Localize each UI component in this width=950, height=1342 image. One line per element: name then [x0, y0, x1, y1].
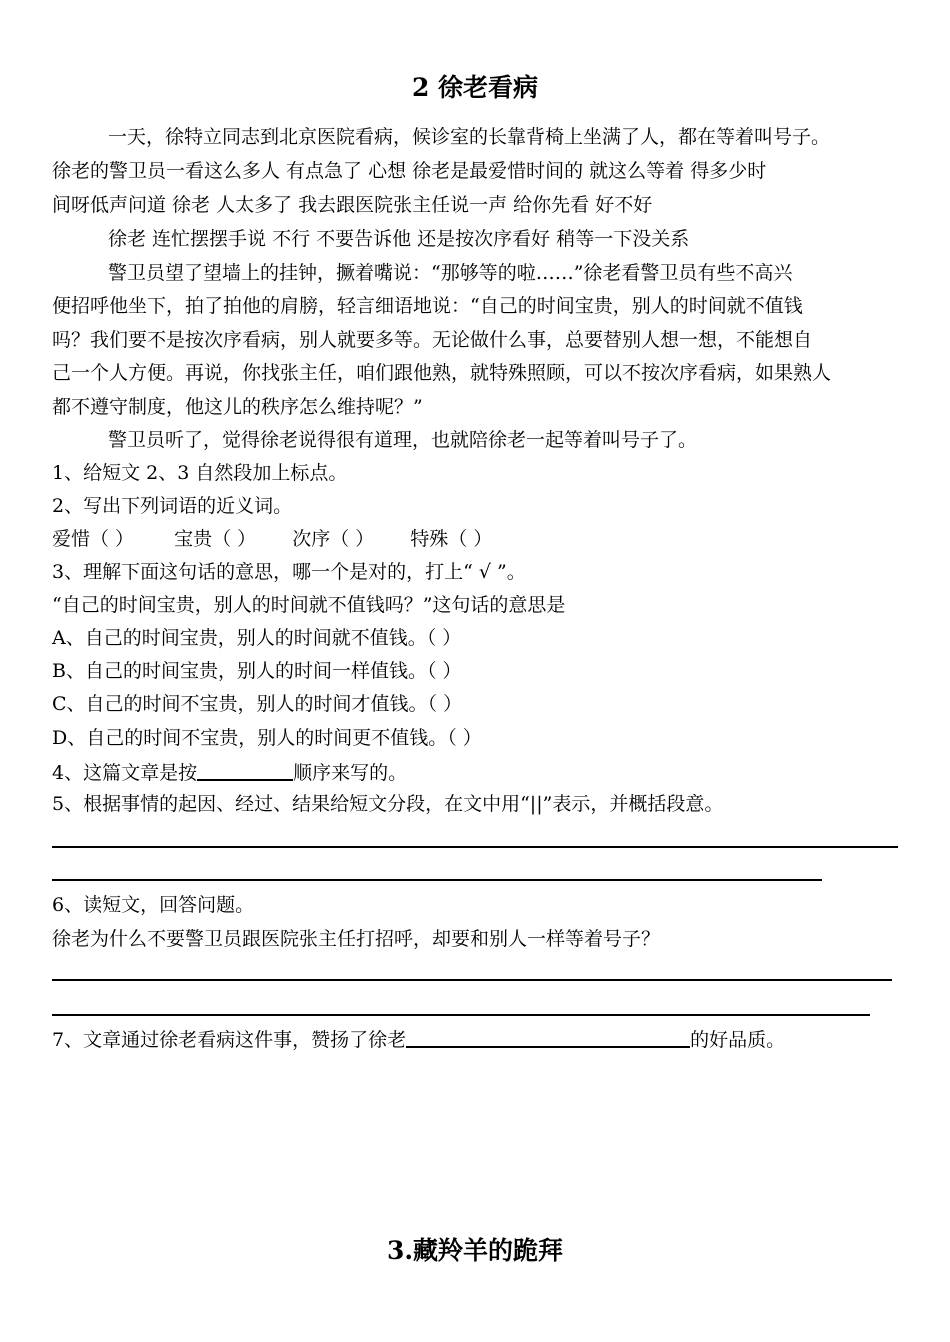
paragraph-line: 间呀低声问道 徐老 人太多了 我去跟医院张主任说一声 给你先看 好不好 [52, 194, 653, 216]
question-3-quote: “自己的时间宝贵，别人的时间就不值钱吗？”这句话的意思是 [52, 594, 566, 616]
question-5: 5、根据事情的起因、经过、结果给短文分段，在文中用“||”表示，并概括段意。 [52, 793, 724, 815]
paragraph-line: 便招呼他坐下，拍了拍他的肩膀，轻言细语地说：“自己的时间宝贵，别人的时间就不值钱 [52, 295, 803, 317]
question-1: 1、给短文 2、3 自然段加上标点。 [52, 462, 348, 484]
option-d: D、自己的时间不宝贵，别人的时间更不值钱。（ ） [52, 727, 482, 749]
synonym-item: 爱惜（ ） [52, 528, 135, 550]
synonym-item: 次序（ ） [292, 528, 375, 550]
answer-line[interactable] [52, 1014, 870, 1016]
answer-blank[interactable] [406, 1026, 690, 1048]
paragraph-line: 一天，徐特立同志到北京医院看病，候诊室的长靠背椅上坐满了人，都在等着叫号子。 [108, 126, 831, 148]
paragraph-line: 吗？我们要不是按次序看病，别人就要多等。无论做什么事，总要替别人想一想，不能想自 [52, 329, 813, 351]
synonym-item: 特殊（ ） [410, 528, 493, 550]
question-4 [52, 759, 407, 785]
question-7 [52, 1026, 785, 1052]
question-6: 6、读短文，回答问题。 [52, 894, 255, 916]
paragraph-line: 徐老 连忙摆摆手说 不行 不要告诉他 还是按次序看好 稍等一下没关系 [108, 228, 690, 250]
section2-title: 3.藏羚羊的跪拜 [386, 1236, 564, 1265]
option-a: A、自己的时间宝贵，别人的时间就不值钱。（ ） [52, 627, 462, 649]
question-6-question: 徐老为什么不要警卫员跟医院张主任打招呼，却要和别人一样等着号子？ [52, 928, 661, 950]
question-7-text: 7、文章通过徐老看病这件事，赞扬了徐老 [52, 1029, 407, 1051]
question-3: 3、理解下面这句话的意思，哪一个是对的，打上“ √ ”。 [52, 561, 526, 583]
question-4-text: 4、这篇文章是按 [52, 762, 198, 784]
section1-title: 2 徐老看病 [411, 73, 539, 102]
option-b: B、自己的时间宝贵，别人的时间一样值钱。（ ） [52, 660, 462, 682]
answer-blank[interactable] [197, 759, 293, 781]
paragraph-line: 警卫员望了望墙上的挂钟，撅着嘴说：“那够等的啦……”徐老看警卫员有些不高兴 [108, 262, 793, 284]
question-7-text: 的好品质。 [690, 1029, 786, 1051]
paragraph-line: 警卫员听了，觉得徐老说得很有道理，也就陪徐老一起等着叫号子了。 [108, 429, 698, 451]
question-4-text: 顺序来写的。 [293, 762, 408, 784]
paragraph-line: 都不遵守制度，他这儿的秩序怎么维持呢？” [52, 396, 423, 418]
answer-line[interactable] [52, 879, 822, 881]
question-2: 2、写出下列词语的近义词。 [52, 495, 293, 517]
synonym-item: 宝贵（ ） [174, 528, 257, 550]
paragraph-line: 徐老的警卫员一看这么多人 有点急了 心想 徐老是最爱惜时间的 就这么等着 得多少时 [52, 160, 767, 182]
answer-line[interactable] [52, 979, 892, 981]
question-2-words [52, 527, 492, 551]
answer-line[interactable] [52, 846, 898, 848]
paragraph-line: 己一个人方便。再说，你找张主任，咱们跟他熟，就特殊照顾，可以不按次序看病，如果熟人 [52, 362, 832, 384]
option-c: C、自己的时间不宝贵，别人的时间才值钱。（ ） [52, 693, 463, 715]
